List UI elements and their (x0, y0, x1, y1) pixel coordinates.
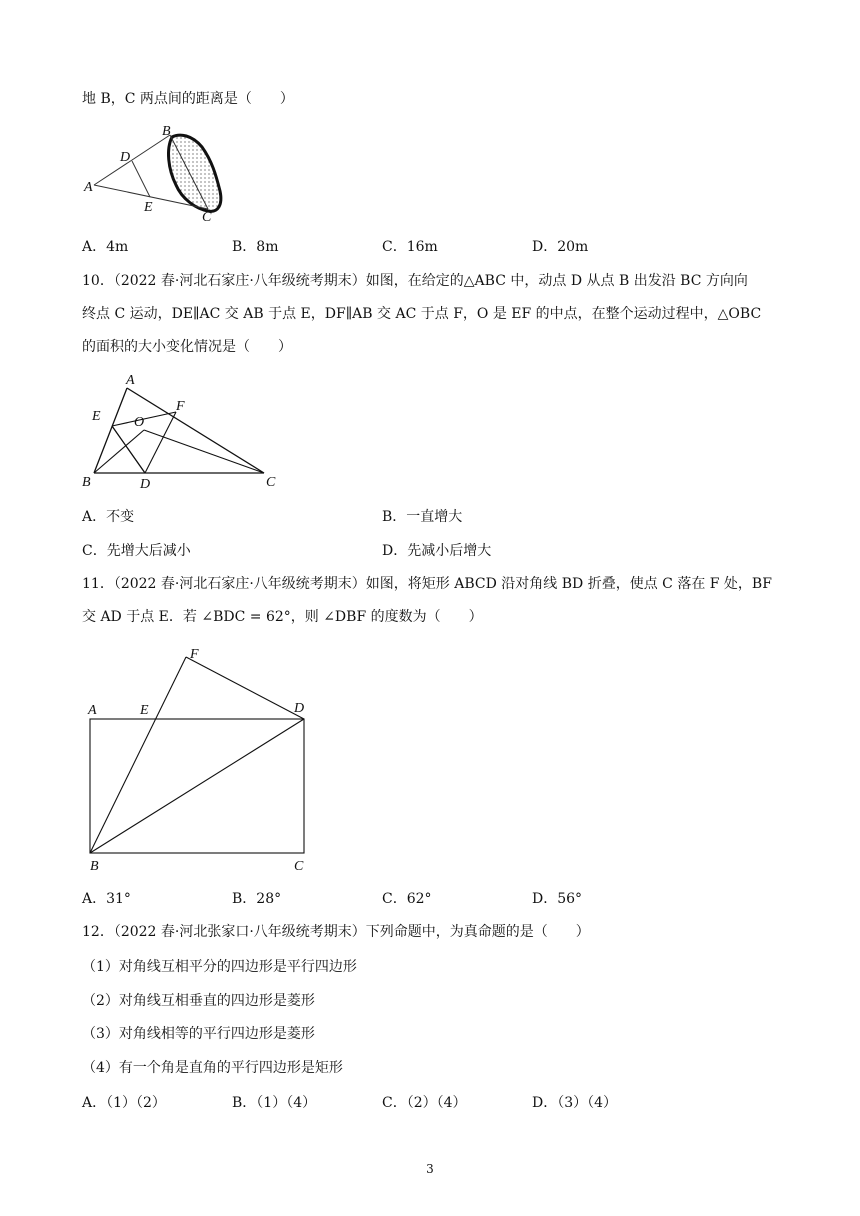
q11-option-a: A．31° (82, 891, 131, 907)
label-d: D (120, 150, 131, 165)
q12-option-d: D．（3）（4） (532, 1095, 618, 1111)
q11-option-d: D．56° (532, 891, 583, 907)
q12-option-c: C．（2）（4） (382, 1095, 467, 1111)
label-a: A (126, 373, 135, 388)
q12-statement-2: （2）对角线互相垂直的四边形是菱形 (82, 993, 315, 1009)
label-d: D (294, 701, 305, 716)
label-b: B (90, 859, 99, 874)
label-c: C (266, 475, 276, 490)
q9-option-b: B．8m (232, 239, 279, 255)
label-o: O (134, 415, 145, 430)
q11-option-c: C．62° (382, 891, 432, 907)
q10-option-c: C．先增大后减小 (82, 543, 191, 559)
label-e: E (144, 200, 153, 215)
q9-figure (80, 125, 240, 225)
q9-stem-tail: 地 B，C 两点间的距离是（ ） (82, 91, 294, 107)
q11-stem-line-1: 11．（2022 春·河北石家庄·八年级统考期末）如图，将矩形 ABCD 沿对角线 BD 折叠，使点 C 落在 F 处，BF (82, 576, 772, 592)
q10-option-a: A．不变 (82, 509, 135, 525)
q10-option-d: D．先减小后增大 (382, 543, 492, 559)
q11-figure (80, 640, 320, 875)
label-b: B (82, 475, 91, 490)
label-a: A (88, 703, 97, 718)
label-c: C (294, 859, 304, 874)
q12-statement-4: （4）有一个角是直角的平行四边形是矩形 (82, 1060, 343, 1076)
q10-option-b: B．一直增大 (382, 509, 463, 525)
q11-option-b: B．28° (232, 891, 282, 907)
label-e: E (140, 703, 149, 718)
label-f: F (190, 647, 199, 662)
label-e: E (92, 409, 101, 424)
q12-option-b: B．（1）（4） (232, 1095, 317, 1111)
q9-option-a: A．4m (82, 239, 129, 255)
q9-option-c: C．16m (382, 239, 438, 255)
q12-statement-1: （1）对角线互相平分的四边形是平行四边形 (82, 959, 357, 975)
q10-stem-line-2: 终点 C 运动，DE∥AC 交 AB 于点 E，DF∥AB 交 AC 于点 F，O 是 EF 的中点，在整个运动过程中，△OBC (82, 306, 762, 322)
page-number: 3 (426, 1162, 434, 1176)
q10-stem-line-3: 的面积的大小变化情况是（ ） (82, 339, 292, 355)
q12-option-a: A．（1）（2） (82, 1095, 166, 1111)
q9-option-d: D．20m (532, 239, 589, 255)
label-d: D (140, 477, 151, 492)
q12-stem-line-1: 12．（2022 春·河北张家口·八年级统考期末）下列命题中，为真命题的是（ ） (82, 924, 590, 940)
q12-statement-3: （3）对角线相等的平行四边形是菱形 (82, 1026, 315, 1042)
label-f: F (176, 399, 185, 414)
label-a: A (84, 180, 93, 195)
label-b: B (162, 125, 171, 139)
q10-stem-line-1: 10．（2022 春·河北石家庄·八年级统考期末）如图，在给定的△ABC 中，动点 D 从点 B 出发沿 BC 方向向 (82, 273, 748, 289)
q10-figure (80, 368, 290, 493)
q11-stem-line-2: 交 AD 于点 E．若 ∠BDC = 62°，则 ∠DBF 的度数为（ ） (82, 609, 483, 625)
label-c: C (202, 210, 212, 225)
